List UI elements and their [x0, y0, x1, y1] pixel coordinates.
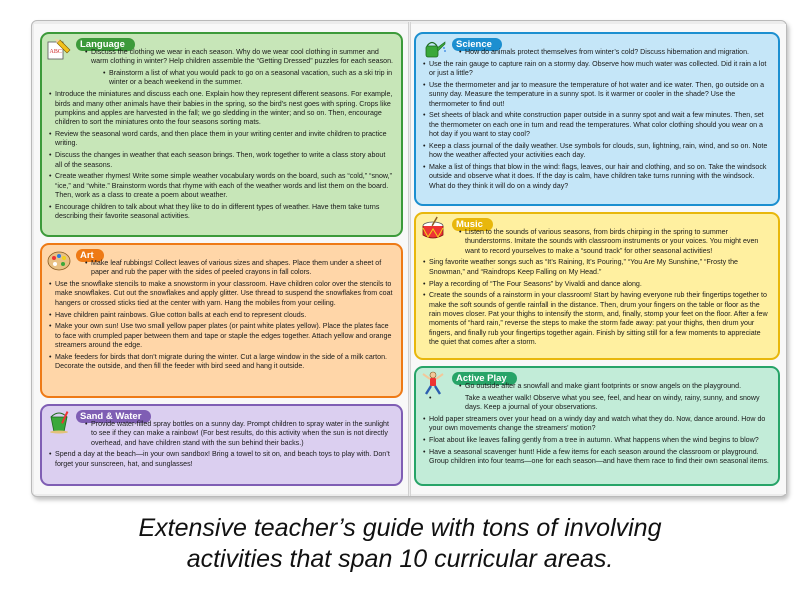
sand-bucket-icon	[46, 408, 72, 434]
sand-water-title: Sand & Water	[76, 410, 151, 423]
art-panel	[40, 243, 403, 398]
active-play-title: Active Play	[452, 372, 517, 385]
list-item: • Set sheets of black and white construction paper outside in a sunny spot and wait a few minutes. Then, set the thermometer on each one in turn and read the temperatures. What color clothing should you wear on a hot day if you want to stay cool?	[423, 111, 771, 139]
list-item: • Have a seasonal scavenger hunt! Hide a few items for each season around the classroom or playground. Group children into four teams—one for each season—and have them race to find their own seasonal items.	[423, 448, 771, 467]
sand-water-list	[49, 420, 394, 448]
list-item: • Discuss the changes in weather that each season brings. Then, work together to write a class story about all of the seasons.	[49, 151, 394, 170]
list-item: • Make a list of things that blow in the wind: flags, leaves, our hair and clothing, and so on. Take the windsock outside and observe what it does. If the day is calm, have children take turns running with the windsock. What do they think it will do on a windy day?	[423, 163, 771, 191]
list-item: • Listen to the sounds of various seasons, from birds chirping in the spring to summer thunderstorms. Imitate the sounds with classroom instruments or your voices. You might even want to record yourselves to make a “sound track” for other seasonal activities!	[459, 228, 771, 256]
language-panel	[40, 32, 403, 237]
music-title: Music	[452, 218, 493, 231]
list-item: • Use the rain gauge to capture rain on a stormy day. Observe how much water was collected. Did it rain a lot or just a little?	[423, 60, 771, 79]
music-list	[423, 228, 771, 256]
language-title: Language	[76, 38, 135, 51]
list-item: • Float about like leaves falling gently from a tree in autumn. What happens when the wind begins to blow?	[423, 436, 771, 445]
art-list-cont	[49, 280, 394, 371]
list-item: • Use the thermometer and jar to measure the temperature of hot water and ice water. Then, go outside on a sunny day. Measure the temperature in a sunny spot. Is it warmer or cooler in the shade? Use the thermometer to find out!	[423, 81, 771, 109]
pencil-abc-icon	[46, 36, 72, 62]
sand-water-list-cont	[49, 450, 394, 469]
science-list	[423, 48, 771, 57]
list-item: • Sing favorite weather songs such as “It’s Raining, It’s Pouring,” “You Are My Sunshine,” “Frosty the Snowman,” and “Raindrops Keep Falling on My Head.”	[423, 258, 771, 277]
active-play-list	[423, 382, 771, 412]
list-item: • Create weather rhymes! Write some simple weather vocabulary words on the board, such as “cold,” “snow,” “ice,” and “white.” Brainstorm words that rhyme with each of the weather words and list them on the board. Then, work as a class to create a poem about weather.	[49, 172, 394, 200]
art-list	[49, 259, 394, 278]
list-item: • Hold paper streamers over your head on a windy day and watch what they do. Now, dance around. How do your own movements change the streamers’ motion?	[423, 415, 771, 434]
art-title: Art	[76, 249, 104, 262]
drum-icon	[420, 216, 446, 242]
caption-line-1: Extensive teacher’s guide with tons of involving	[138, 514, 662, 542]
list-item: • How do animals protect themselves from winter’s cold? Discuss hibernation and migration.	[459, 48, 771, 57]
science-panel	[414, 32, 780, 206]
book-spine	[408, 22, 411, 496]
language-list	[49, 48, 394, 88]
watering-can-icon	[420, 36, 446, 62]
list-item: • Spend a day at the beach—in your own sandbox! Bring a towel to sit on, and beach toys to play with. Don’t forget your sunscreen, hat, and sunglasses!	[49, 450, 394, 469]
language-list-cont	[49, 90, 394, 221]
list-item: • Keep a class journal of the daily weather. Use symbols for clouds, sun, lightning, rain, wind, and so on. Note how the weather affected your activities each day.	[423, 142, 771, 161]
list-item: • Create the sounds of a rainstorm in your classroom! Start by having everyone rub their fingertips together to make the soft sounds of gentle rainfall in the distance. Then, drum your fingers on the table or floor as the rain moves closer. Pat your thighs to intensify the storm, and, finally, stomp your feet on the floor. After a few moments of “hard rain,” reverse the steps to make the storm fade away: pat your thighs, then drum your fingers, and finally rub your fingertips together again. Finish by sitting still for a few moments to appreciate the quiet that comes after a storm.	[423, 291, 771, 347]
list-item: • Have children paint rainbows. Glue cotton balls at each end to represent clouds.	[49, 311, 394, 320]
science-list-cont	[423, 60, 771, 191]
list-item: • Take a weather walk! Observe what you see, feel, and hear on windy, rainy, sunny, and snowy days. Keep a journal of your observations.	[429, 394, 771, 413]
caption-line-2: activities that span 10 curricular areas.	[186, 545, 614, 573]
list-item: • Introduce the miniatures and discuss each one. Explain how they represent different seasons. For example, birds and many other animals have their babies in the spring, so the bird’s nest goes with spring. Crops like pumpkins and apples are harvested in the fall; we go sledding in the winter; and so on. Then, encourage children to sort the miniatures onto the four seasons sorting mats.	[49, 90, 394, 127]
list-item: • Make leaf rubbings! Collect leaves of various sizes and shapes. Place them under a sheet of paper and rub the paper with the sides of peeled crayons in fall colors.	[85, 259, 394, 278]
list-item: • Discuss the clothing we wear in each season. Why do we wear cool clothing in summer and warm clothing in winter? Help children assemble the “Getting Dressed” puzzles for each season.	[85, 48, 394, 67]
list-item: • Provide water-filled spray bottles on a sunny day. Prompt children to spray water in the sunlight to see if they can make a rainbow! (For best results, do this activity when the sun is not directly overhead, and have children stand with the sun behind their backs.)	[85, 420, 394, 448]
jumping-child-icon	[420, 370, 446, 396]
sand-water-panel	[40, 404, 403, 486]
music-panel	[414, 212, 780, 360]
list-item: • Brainstorm a list of what you would pack to go on a seasonal vacation, such as a ski trip in winter or a beach weekend in the summer.	[103, 69, 394, 88]
list-item: • Review the seasonal word cards, and then place them in your writing center and invite children to practice writing.	[49, 130, 394, 149]
active-play-list-cont	[423, 415, 771, 467]
paint-palette-icon	[46, 247, 72, 273]
music-list-cont	[423, 258, 771, 347]
svg-text:ABC: ABC	[49, 49, 62, 55]
list-item: • Go outside after a snowfall and make giant footprints or snow angels on the playground.	[459, 382, 771, 391]
caption	[0, 513, 800, 575]
active-play-panel	[414, 366, 780, 486]
list-item: • Play a recording of “The Four Seasons” by Vivaldi and dance along.	[423, 280, 771, 289]
list-item: • Use the snowflake stencils to make a snowstorm in your classroom. Have children color over the stencils to make snowflakes. Cut out the snowflakes and apply glitter. Use thread to suspend the snowflakes from coat hangers or crossed sticks tied at the center with yarn. Hang the mobiles from your ceiling.	[49, 280, 394, 308]
list-item: • Make your own sun! Use two small yellow paper plates (or paint white plates yellow). Place the plates face to face with crumpled paper between them and tape or staple the edges together. Attach yellow and orange streamers around the edge.	[49, 322, 394, 350]
list-item: • Make feeders for birds that don’t migrate during the winter. Cut a large window in the side of a milk carton. Decorate the outside, and then fill the feeder with bird seed and hang it outside.	[49, 353, 394, 372]
science-title: Science	[452, 38, 502, 51]
list-item: • Encourage children to talk about what they like to do in different types of weather. Have them take turns describing their favorite seasonal activities.	[49, 203, 394, 222]
